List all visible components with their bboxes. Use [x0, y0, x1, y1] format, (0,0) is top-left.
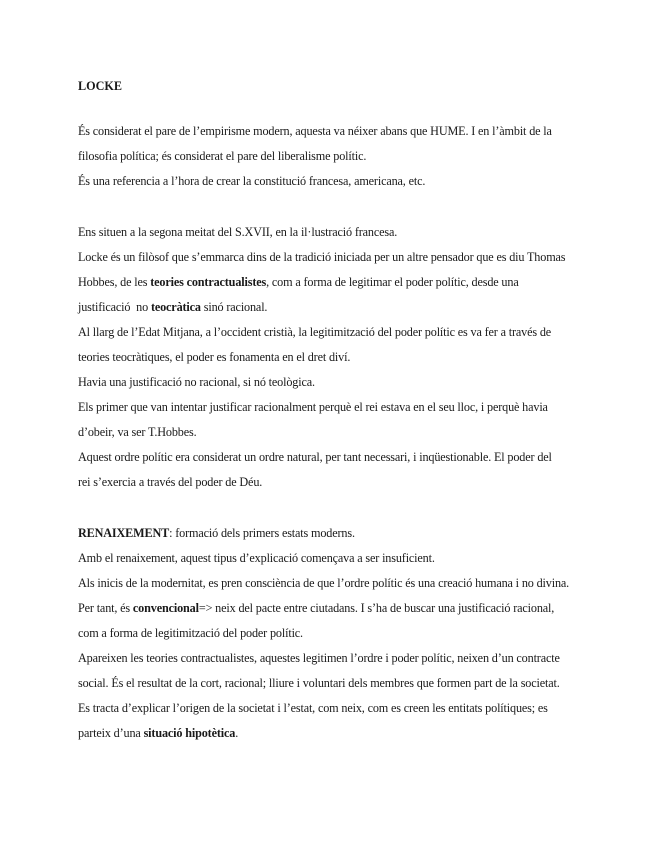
- context-line-1: Ens situen a la segona meitat del S.XVII, en la il·lustració francesa.: [78, 225, 398, 239]
- text-run: sinó racional.: [200, 300, 268, 314]
- context-line-11: rei s’exercia a través del poder de Déu.: [78, 475, 263, 489]
- context-line-10: Aquest ordre polític era considerat un ordre natural, per tant necessari, i inqüestionable. El poder del: [78, 450, 552, 464]
- intro-line-1: És considerat el pare de l’empirisme modern, aquesta va néixer abans que HUME. I en l’àmbit de la: [78, 124, 552, 138]
- text-run: .: [235, 726, 239, 740]
- renaixement-heading-line: [78, 525, 355, 541]
- text-run: : formació dels primers estats moderns.: [169, 526, 355, 540]
- context-line-7: Havia una justificació no racional, si nó teològica.: [78, 375, 315, 389]
- text-run: => neix del pacte entre ciutadans. I s’ha de buscar una justificació racional,: [198, 601, 555, 615]
- intro-line-2: filosofia política; és considerat el pare del liberalisme polític.: [78, 149, 367, 163]
- page-title: LOCKE: [78, 79, 123, 93]
- renaixement-line-4: com a forma de legitimització del poder polític.: [78, 626, 303, 640]
- text-run: parteix d’una: [78, 726, 144, 740]
- context-line-8: Els primer que van intentar justificar racionalment perquè el rei estava en el seu lloc, i perquè havia: [78, 400, 548, 414]
- renaixement-line-7: Es tracta d’explicar l’origen de la societat i l’estat, com neix, com es creen les entitats polítiques; es: [78, 701, 548, 715]
- context-line-4: [78, 299, 267, 315]
- bold-term: situació hipotètica: [143, 726, 236, 740]
- context-line-2: Locke és un filòsof que s’emmarca dins de la tradició iniciada per un altre pensador que es diu Thomas: [78, 250, 566, 264]
- renaixement-line-5: Apareixen les teories contractualistes, aquestes legitimen l’ordre i poder polític, neixen d’un contracte: [78, 651, 560, 665]
- text-run: Per tant, és: [78, 601, 133, 615]
- renaixement-line-8: [78, 725, 238, 741]
- text-run: , com a forma de legitimar el poder polític, desde una: [266, 275, 519, 289]
- renaixement-line-3: [78, 600, 554, 616]
- context-line-6: teories teocràtiques, el poder es fonamenta en el dret diví.: [78, 350, 351, 364]
- context-line-3: [78, 274, 519, 290]
- text-run: justificació no: [78, 300, 151, 314]
- text-run: Hobbes, de les: [78, 275, 151, 289]
- renaixement-line-1: Amb el renaixement, aquest tipus d’explicació començava a ser insuficient.: [78, 551, 435, 565]
- bold-term: teories contractualistes: [150, 275, 267, 289]
- bold-term: convencional: [132, 601, 199, 615]
- context-line-5: Al llarg de l’Edat Mitjana, a l’occident cristià, la legitimització del poder polític es va fer a través de: [78, 325, 552, 339]
- renaixement-line-6: social. És el resultat de la cort, racional; lliure i voluntari dels membres que formen part de la societat.: [78, 676, 560, 690]
- intro-line-3: És una referencia a l’hora de crear la constitució francesa, americana, etc.: [78, 174, 426, 188]
- renaixement-line-2: Als inicis de la modernitat, es pren consciència de que l’ordre polític és una creació humana i no divina.: [78, 576, 570, 590]
- context-line-9: d’obeir, va ser T.Hobbes.: [78, 425, 197, 439]
- bold-term: teocràtica: [150, 300, 201, 314]
- section-heading: RENAIXEMENT: [78, 526, 170, 540]
